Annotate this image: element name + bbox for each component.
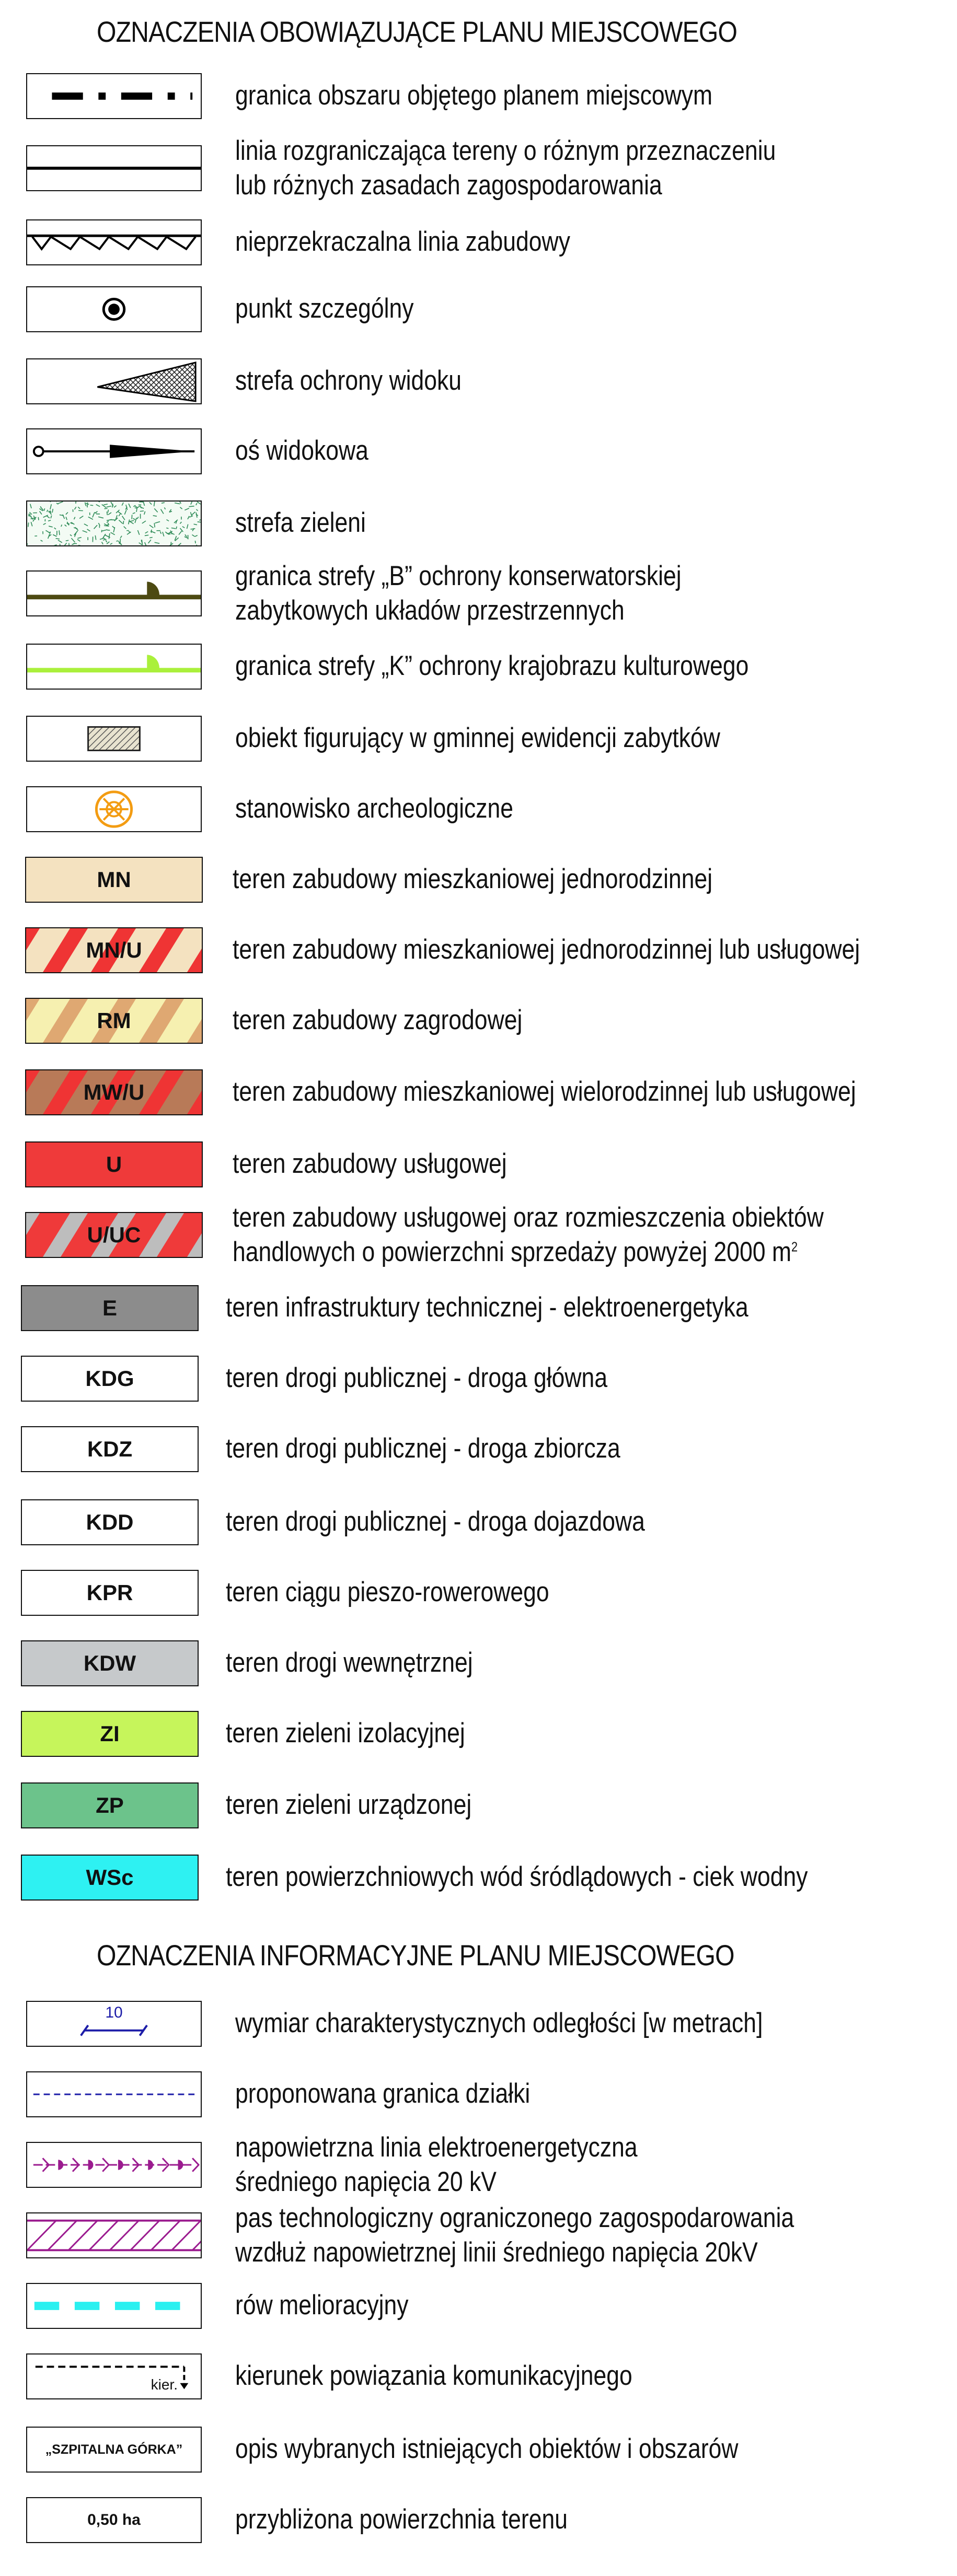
zone-b-line-icon [27, 572, 201, 615]
description-line: wymiar charakterystycznych odległości [w metrach] [235, 2008, 763, 2038]
description-line: granica strefy „B” ochrony konserwatorskiej [235, 561, 682, 591]
zone-code-label: KPR [86, 1580, 133, 1605]
swatch-inner-text: „SZPITALNA GÓRKA” [45, 2442, 183, 2457]
dash-dot-boundary-icon [27, 74, 201, 118]
legend-description [235, 434, 368, 468]
description-line: teren zabudowy mieszkaniowej jednorodzinnej lub usługowej [233, 934, 860, 965]
legend-description [226, 1361, 607, 1395]
zone-swatch-mw-u [25, 1069, 203, 1115]
swatch-heritage-object [26, 716, 202, 762]
legend-description [235, 506, 366, 540]
description-line: przybliżona powierzchnia terenu [235, 2504, 568, 2535]
zone-swatch-u-uc [25, 1212, 203, 1258]
swatch-zone-b-line [26, 570, 202, 616]
legend-description [235, 791, 513, 826]
swatch-inner-text: 0,50 ha [87, 2511, 141, 2528]
zone-swatch-zi [21, 1711, 199, 1757]
zone-code-label: WSc [86, 1865, 134, 1890]
legend-description [235, 559, 682, 628]
description-line: teren zieleni izolacyjnej [226, 1718, 465, 1749]
swatch-target-point [26, 286, 202, 332]
superscript-text: 2 [791, 1239, 798, 1255]
legend-description [233, 1147, 507, 1181]
description-line: granica obszaru objętego planem miejscowym [235, 80, 713, 111]
description-line: teren infrastruktury technicznej - elektroenergetyka [226, 1292, 748, 1323]
legend-description [233, 862, 712, 896]
zone-swatch-mn [25, 857, 203, 903]
zone-swatch-kdz [21, 1426, 199, 1472]
swatch-object-description [26, 2427, 202, 2473]
zone-swatch-wsc [21, 1855, 199, 1901]
legend-description [235, 225, 570, 259]
legend-description [235, 134, 776, 203]
swatch-power-line [26, 2142, 202, 2188]
zone-code-label: MW/U [83, 1080, 145, 1104]
legend-description [235, 2359, 632, 2393]
zone-code-label: RM [97, 1008, 131, 1033]
swatch-dash-dot-boundary [26, 73, 202, 119]
swatch-drainage-ditch [26, 2283, 202, 2329]
crosshatch-wedge-icon [27, 359, 201, 403]
power-line-icon [27, 2143, 201, 2187]
legend-description [235, 364, 462, 398]
swatch-crosshatch-wedge [26, 358, 202, 404]
description-line: teren drogi publicznej - droga dojazdowa [226, 1506, 645, 1537]
zone-code-label: E [102, 1296, 117, 1320]
zone-swatch-rm [25, 998, 203, 1044]
zone-code-label: U/UC [87, 1222, 141, 1247]
legend-description [233, 1075, 856, 1109]
legend-description [235, 2077, 530, 2111]
zone-code-label: KDD [86, 1510, 134, 1534]
description-line: teren zabudowy usługowej [233, 1148, 507, 1179]
zone-code-label: ZP [96, 1793, 124, 1817]
archaeology-site-icon [27, 787, 201, 831]
legend-description [235, 2432, 739, 2466]
heading-obligatory: OZNACZENIA OBOWIĄZUJĄCE PLANU MIEJSCOWEGO [97, 15, 737, 48]
zone-code-label: U [106, 1152, 122, 1176]
legend-description [226, 1290, 748, 1325]
description-line: wzdłuż napowietrznej linii średniego napięcia 20kV [235, 2237, 758, 2268]
swatch-dimension [26, 2001, 202, 2047]
legend-description [226, 1716, 465, 1751]
swatch-green-texture [26, 500, 202, 546]
zone-swatch-kpr [21, 1570, 199, 1616]
swatch-inner-text: kier. [151, 2376, 178, 2393]
description-line: teren zabudowy mieszkaniowej wielorodzinnej lub usługowej [233, 1076, 856, 1107]
swatch-zone-k-line [26, 644, 202, 690]
zone-swatch-u [25, 1141, 203, 1187]
swatch-archaeology-site [26, 786, 202, 832]
description-line: stanowisko archeologiczne [235, 793, 514, 824]
legend-description [233, 1200, 824, 1269]
description-line: kierunek powiązania komunikacyjnego [235, 2360, 632, 2391]
zone-k-line-icon [27, 645, 201, 689]
zone-code-label: MN/U [86, 938, 142, 962]
description-line: handlowych o powierzchni sprzedaży powyżej 2000 m [233, 1237, 792, 1267]
legend-description [235, 2006, 763, 2041]
description-line: punkt szczególny [235, 293, 414, 324]
legend-description [226, 1860, 808, 1894]
legend-description [235, 649, 748, 683]
legend-description [226, 1646, 473, 1680]
drainage-ditch-icon [27, 2284, 201, 2328]
description-line: granica strefy „K” ochrony krajobrazu kulturowego [235, 650, 749, 681]
description-line: teren zabudowy mieszkaniowej jednorodzinnej [233, 864, 713, 894]
heritage-object-icon [27, 717, 201, 761]
heading-informational: OZNACZENIA INFORMACYJNE PLANU MIEJSCOWEGO [97, 1939, 734, 1972]
legend-description [226, 1431, 620, 1466]
zigzag-line-icon [27, 220, 201, 264]
zone-swatch-kdd [21, 1499, 199, 1545]
zone-swatch-kdg [21, 1356, 199, 1402]
solid-line-icon [27, 146, 201, 190]
swatch-traffic-direction [26, 2353, 202, 2399]
legend-description [235, 2502, 568, 2537]
proposed-plot-line-icon [27, 2072, 201, 2116]
description-line: teren drogi publicznej - droga zbiorcza [226, 1433, 620, 1464]
zone-code-label: ZI [100, 1721, 120, 1746]
description-line: teren drogi publicznej - droga główna [226, 1362, 608, 1393]
swatch-zigzag-line [26, 219, 202, 265]
description-line: obiekt figurujący w gminnej ewidencji zabytków [235, 722, 720, 753]
zone-code-label: MN [97, 867, 131, 892]
description-line: teren ciągu pieszo-rowerowego [226, 1577, 549, 1607]
legend-description [235, 78, 712, 113]
view-axis-icon [27, 429, 201, 473]
description-line-wrap [233, 1235, 824, 1269]
green-texture-icon [27, 502, 201, 545]
description-line: teren drogi wewnętrznej [226, 1647, 473, 1678]
legend-description [235, 2288, 409, 2323]
legend-description [235, 2130, 638, 2199]
technology-strip-icon [27, 2213, 201, 2257]
description-line: strefa zieleni [235, 507, 366, 538]
zone-code-label: KDW [83, 1651, 136, 1675]
target-point-icon [27, 287, 201, 331]
description-line: proponowana granica działki [235, 2078, 531, 2109]
description-line: lub różnych zasadach zagospodarowania [235, 170, 662, 201]
description-line: opis wybranych istniejących obiektów i obszarów [235, 2433, 739, 2464]
swatch-area-label [26, 2497, 202, 2543]
description-line: rów melioracyjny [235, 2290, 409, 2321]
zone-code-label: KDZ [87, 1437, 133, 1461]
legend-description [226, 1575, 549, 1610]
description-line: nieprzekraczalna linia zabudowy [235, 226, 570, 257]
description-line: linia rozgraniczająca tereny o różnym przeznaczeniu [235, 135, 776, 166]
swatch-inner-text: 10 [105, 2004, 123, 2021]
legend-description [226, 1505, 645, 1539]
swatch-proposed-plot-line [26, 2071, 202, 2117]
description-line: strefa ochrony widoku [235, 365, 462, 396]
legend-description [235, 292, 414, 326]
legend-description [226, 1788, 471, 1822]
description-line: zabytkowych układów przestrzennych [235, 595, 625, 626]
description-line: pas technologiczny ograniczonego zagospodarowania [235, 2202, 794, 2233]
swatch-solid-line [26, 145, 202, 191]
zone-swatch-mn-u [25, 927, 203, 973]
swatch-view-axis [26, 428, 202, 474]
description-line: teren zieleni urządzonej [226, 1789, 472, 1820]
description-line: teren powierzchniowych wód śródlądowych - ciek wodny [226, 1861, 808, 1892]
description-line: średniego napięcia 20 kV [235, 2166, 497, 2197]
zone-swatch-e [21, 1285, 199, 1331]
legend-description [235, 2201, 794, 2270]
swatch-technology-strip [26, 2212, 202, 2258]
description-line: teren zabudowy usługowej oraz rozmieszczenia obiektów [233, 1202, 824, 1233]
legend-description [233, 1003, 522, 1038]
description-line: napowietrzna linia elektroenergetyczna [235, 2132, 638, 2163]
zone-swatch-zp [21, 1782, 199, 1828]
legend-description [235, 721, 720, 755]
legend-description [233, 933, 860, 967]
description-line: teren zabudowy zagrodowej [233, 1005, 523, 1035]
zone-swatch-kdw [21, 1640, 199, 1686]
description-line: oś widokowa [235, 435, 368, 466]
zone-code-label: KDG [85, 1366, 134, 1391]
